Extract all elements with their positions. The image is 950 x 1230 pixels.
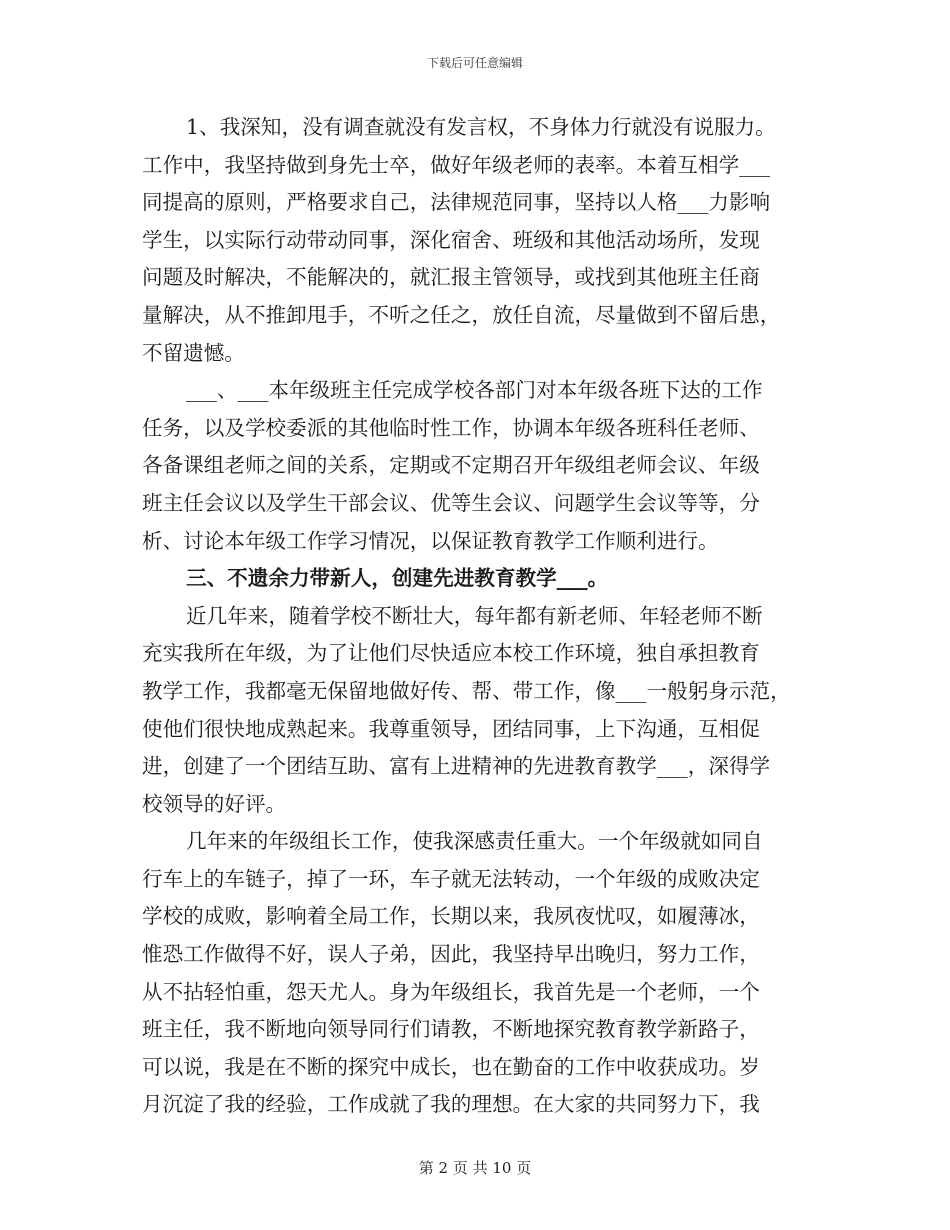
paragraph-line: 班主任会议以及学生干部会议、优等生会议、问题学生会议等等，分 [142,490,760,515]
page-footer: 第 2 页 共 10 页 [418,1159,532,1177]
paragraph-line: 班主任，我不断地向领导同行们请教，不断地探究教育教学新路子， [142,1017,760,1042]
paragraph-line: 学校的成败，影响着全局工作，长期以来，我夙夜忧叹，如履薄冰， [142,904,760,929]
section-heading: 三、不遗余力带新人，创建先进教育教学___。 [186,566,609,591]
paragraph-line: 可以说，我是在不断的探究中成长，也在勤奋的工作中收获成功。岁 [142,1054,760,1079]
paragraph-line: 充实我所在年级，为了让他们尽快适应本校工作环境，独自承担教育 [142,641,760,666]
paragraph-line: 月沉淀了我的经验，工作成就了我的理想。在大家的共同努力下，我 [142,1092,760,1117]
paragraph-line: 教学工作，我都毫无保留地做好传、帮、带工作，像___一般躬身示范， [142,678,791,703]
paragraph-line: 工作中，我坚持做到身先士卒，做好年级老师的表率。本着互相学___ [142,152,771,177]
paragraph-line: 进，创建了一个团结互助、富有上进精神的先进教育教学___，深得学 [142,754,771,779]
paragraph-line: ___、___本年级班主任完成学校各部门对本年级各班下达的工作 [186,378,763,403]
paragraph-line: 使他们很快地成熟起来。我尊重领导，团结同事，上下沟通，互相促 [142,716,760,741]
page-header: 下载后可任意编辑 [426,56,523,70]
paragraph-line: 同提高的原则，严格要求自己，法律规范同事，坚持以人格___力影响 [142,190,771,215]
paragraph-line: 惟恐工作做得不好，误人子弟，因此，我坚持早出晚归，努力工作， [142,942,760,967]
paragraph-line: 问题及时解决，不能解决的，就汇报主管领导，或找到其他班主任商 [142,265,760,290]
paragraph-line: 校领导的好评。 [142,791,287,816]
paragraph-line: 析、讨论本年级工作学习情况，以保证教育教学工作顺利进行。 [142,528,719,553]
paragraph-line: 几年来的年级组长工作，使我深感责任重大。一个年级就如同自 [186,829,763,854]
paragraph-line: 学生，以实际行动带动同事，深化宿舍、班级和其他活动场所，发现 [142,227,760,252]
document-body [142,109,814,1124]
paragraph-line: 不留遗憾。 [142,340,245,365]
paragraph-line: 行车上的车链子，掉了一环，车子就无法转动，一个年级的成败决定 [142,866,760,891]
paragraph-line: 各备课组老师之间的关系，定期或不定期召开年级组老师会议、年级 [142,453,760,478]
paragraph-line: 任务，以及学校委派的其他临时性工作，协调本年级各班科任老师、 [142,415,760,440]
paragraph-line: 近几年来，随着学校不断壮大，每年都有新老师、年轻老师不断 [186,603,763,628]
paragraph-line: 1、我深知，没有调查就没有发言权，不身体力行就没有说服力。 [186,115,776,139]
paragraph-line: 从不拈轻怕重，怨天尤人。身为年级组长，我首先是一个老师，一个 [142,979,760,1004]
paragraph-line: 量解决，从不推卸甩手，不听之任之，放任自流，尽量做到不留后患， [142,302,781,327]
